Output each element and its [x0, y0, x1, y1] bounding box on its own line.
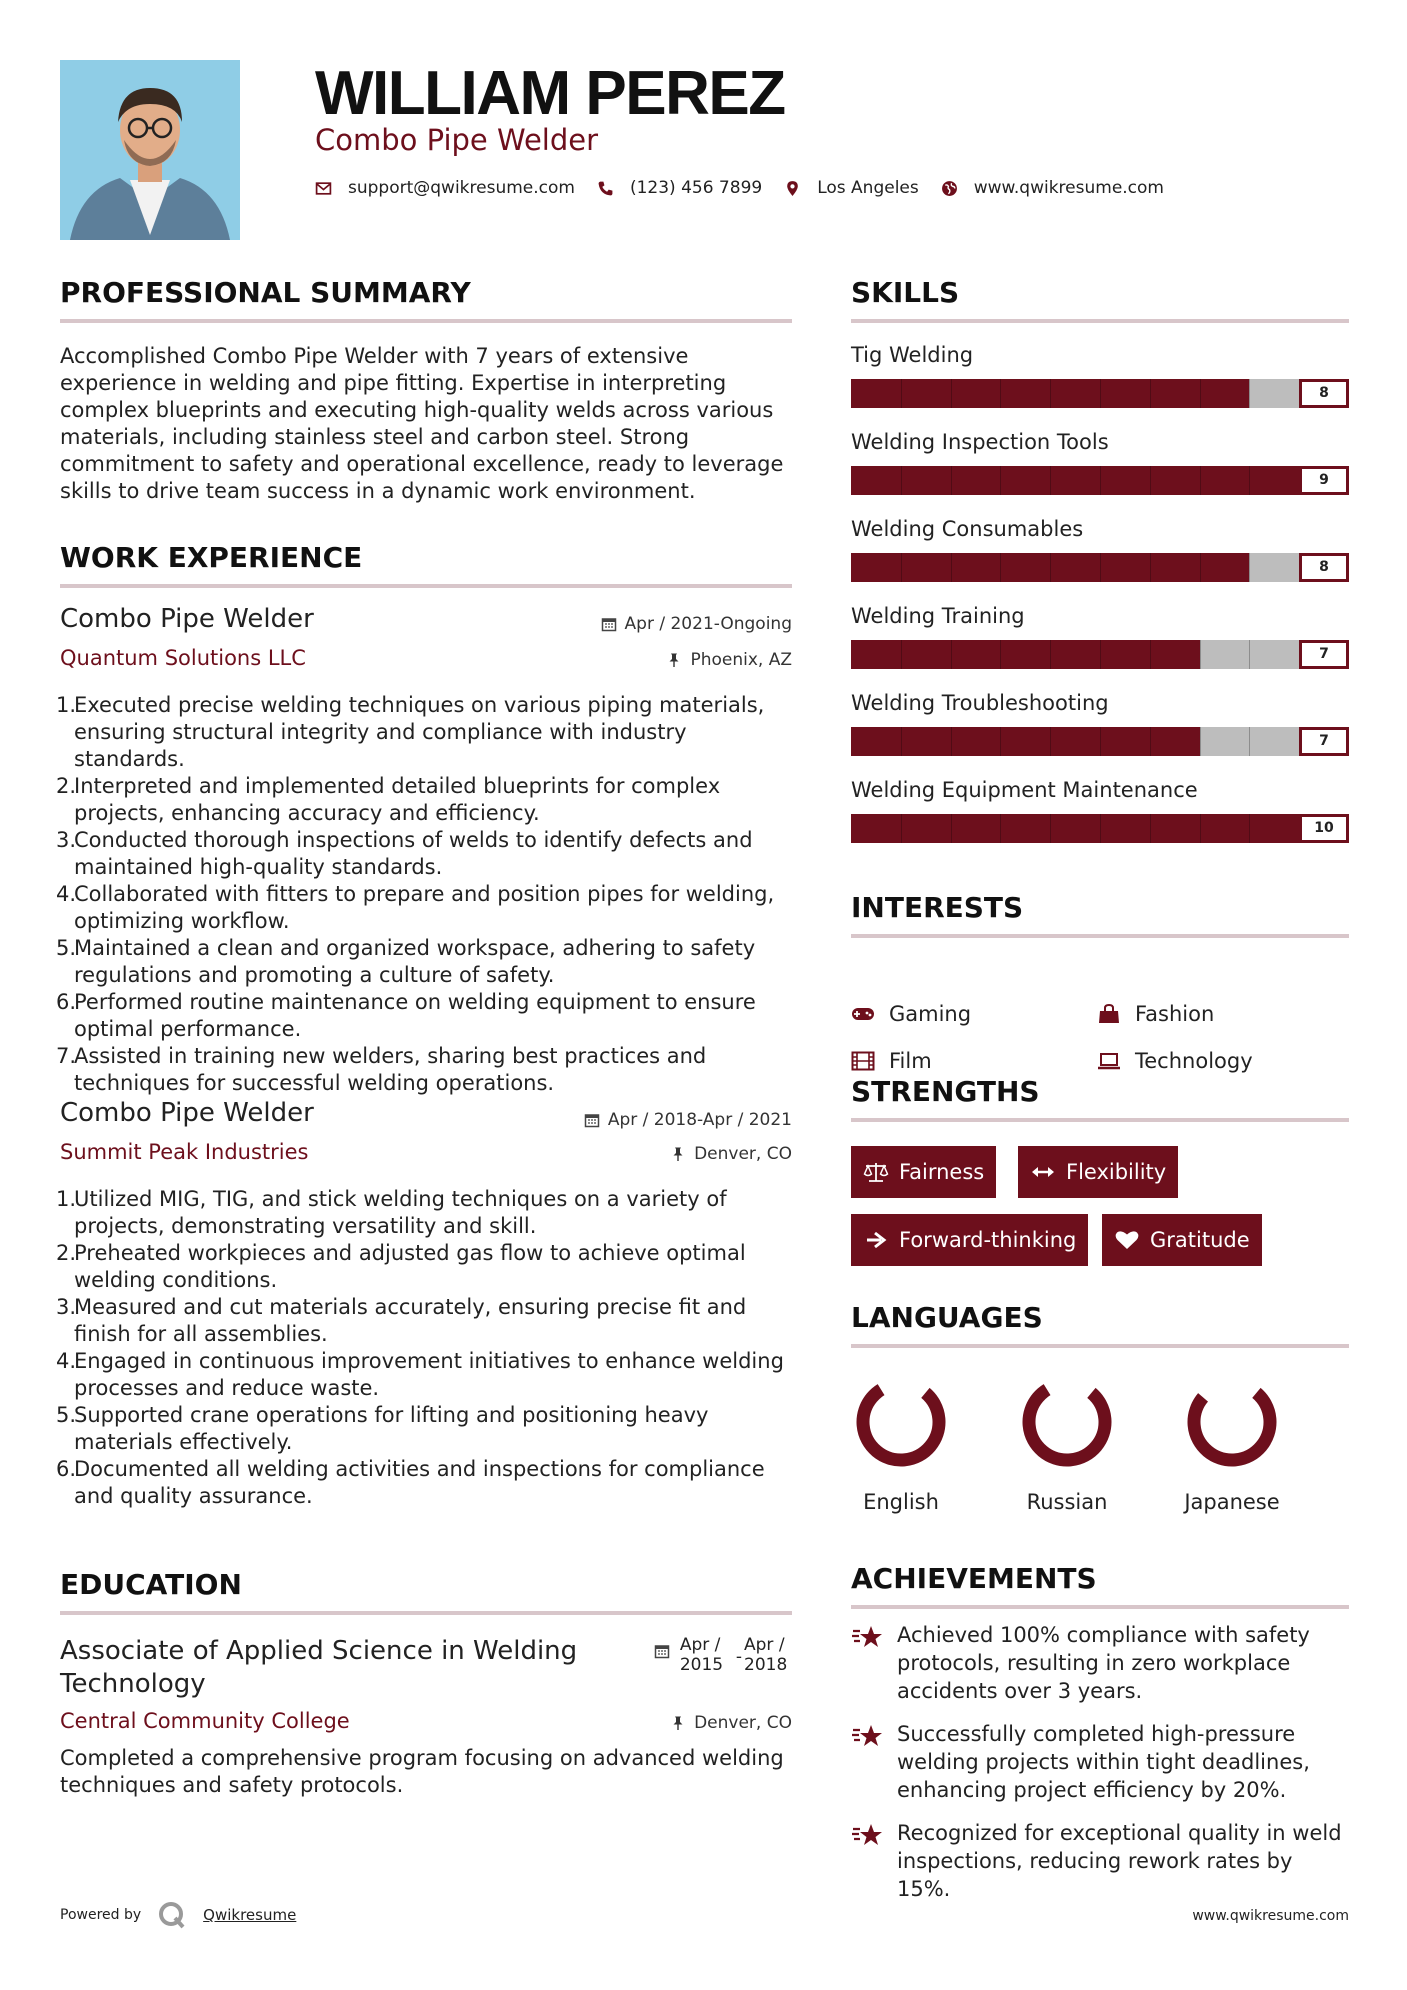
section-heading-achievements: ACHIEVEMENTS [851, 1562, 1097, 1595]
job-entry [56, 1098, 792, 1510]
job-dates [584, 1110, 792, 1130]
job-bullet [56, 1240, 792, 1294]
skill-item [851, 430, 1349, 517]
bullet-text: Engaged in continuous improvement initiatives to enhance welding processes and reduce waste. [74, 1349, 784, 1400]
skill-bar-segment [1249, 814, 1250, 843]
phone-icon [597, 180, 614, 197]
language-proficiency-ring [853, 1374, 949, 1470]
bullet-number: 4. [56, 1349, 77, 1373]
skill-level-value: 7 [1299, 640, 1349, 669]
skill-name: Welding Training [851, 604, 1025, 628]
language-item [851, 1374, 951, 1514]
skills-section [851, 276, 1349, 865]
bullet-number: 6. [56, 1457, 77, 1481]
skill-bar-segment [1200, 640, 1201, 669]
footer-powered-by [60, 1900, 296, 1930]
skill-bar-segment [951, 466, 952, 495]
language-item [1182, 1374, 1282, 1514]
start-year: 2015 [679, 1655, 724, 1675]
contact-location [784, 178, 919, 198]
skill-bar-segment [1050, 814, 1051, 843]
degree-title [60, 1635, 600, 1701]
skill-bar [851, 640, 1349, 669]
skill-item [851, 778, 1349, 865]
achievement-item [851, 1720, 1349, 1804]
skill-name: Tig Welding [851, 343, 974, 367]
job-bullet [56, 935, 792, 989]
skill-level-value: 8 [1299, 379, 1349, 408]
thumbtack-icon [666, 652, 682, 668]
star-award-icon [851, 1722, 883, 1752]
bullet-text: Executed precise welding techniques on various piping materials, ensuring structural integrity and compliance with industry standards. [74, 693, 765, 771]
avatar [60, 60, 240, 240]
film-icon [851, 1051, 875, 1071]
skill-bar-segment [1150, 466, 1151, 495]
bullet-number: 3. [56, 828, 77, 852]
strength-flexibility [1018, 1146, 1178, 1198]
skill-bar-segment [1100, 553, 1101, 582]
gamepad-icon [851, 1004, 875, 1024]
contact-phone[interactable] [597, 178, 762, 198]
contact-bar [315, 178, 1186, 198]
heart-icon [1114, 1229, 1140, 1251]
language-ring-arc [853, 1374, 949, 1470]
skill-bar-segment [1100, 466, 1101, 495]
skill-bar-segment [1100, 379, 1101, 408]
profile-photo [60, 60, 240, 240]
arrows-horizontal-icon [1030, 1161, 1056, 1183]
job-bullet [56, 827, 792, 881]
bullet-text: Supported crane operations for lifting and positioning heavy materials effectively. [74, 1403, 709, 1454]
bullet-number: 3. [56, 1295, 77, 1319]
job-location [666, 650, 792, 670]
job-bullet [56, 989, 792, 1043]
bullet-number: 5. [56, 936, 77, 960]
skill-name: Welding Troubleshooting [851, 691, 1109, 715]
strength-label: Forward-thinking [899, 1228, 1077, 1252]
skill-bar-segment [1200, 379, 1201, 408]
bullet-number: 1. [56, 1187, 77, 1211]
bullet-text: Assisted in training new welders, sharing best practices and techniques for successful welding operations. [74, 1044, 707, 1095]
degree-line: Associate of Applied Science in Welding [60, 1636, 578, 1666]
interest-label: Gaming [889, 1002, 972, 1026]
skill-bar-segment [1000, 727, 1001, 756]
interest-fashion [1097, 1002, 1214, 1026]
job-bullet [56, 1348, 792, 1402]
job-bullet [56, 773, 792, 827]
balance-scale-icon [863, 1161, 889, 1183]
calendar-icon [654, 1643, 670, 1659]
skill-item [851, 604, 1349, 691]
job-bullet [56, 1294, 792, 1348]
skill-bar-segment [1150, 640, 1151, 669]
contact-website[interactable] [941, 178, 1164, 198]
professional-summary-section [60, 276, 792, 505]
envelope-icon [315, 180, 332, 197]
skill-bar [851, 379, 1349, 408]
skill-bar [851, 466, 1349, 495]
bullet-text: Interpreted and implemented detailed blueprints for complex projects, enhancing accuracy and efficiency. [74, 774, 721, 825]
strength-label: Fairness [899, 1160, 985, 1184]
achievement-item [851, 1621, 1349, 1705]
job-bullets [56, 1186, 792, 1510]
job-location [670, 1144, 792, 1164]
skill-name: Welding Inspection Tools [851, 430, 1109, 454]
skill-bar-fill [851, 640, 1200, 669]
skill-bar-segment [951, 640, 952, 669]
interests-section [851, 891, 1349, 1073]
skill-level-value: 8 [1299, 553, 1349, 582]
skill-bar-segment [1100, 727, 1101, 756]
job-title: Combo Pipe Welder [60, 1098, 314, 1128]
language-proficiency-ring [1184, 1374, 1280, 1470]
work-experience-section [60, 541, 792, 588]
end-month: Apr / [744, 1635, 785, 1655]
powered-by-text: Powered by [60, 1907, 142, 1923]
strength-fairness [851, 1146, 996, 1198]
strength-label: Gratitude [1150, 1228, 1250, 1252]
section-heading-interests: INTERESTS [851, 891, 1024, 924]
skill-bar-fill [851, 466, 1299, 495]
skill-bar-segment [901, 814, 902, 843]
skill-bar-segment [1150, 553, 1151, 582]
skill-bar-segment [951, 379, 952, 408]
achievement-item [851, 1819, 1349, 1903]
interest-label: Film [889, 1049, 932, 1073]
location-text: Los Angeles [817, 178, 919, 198]
education-section [60, 1568, 792, 1797]
job-dates [601, 614, 792, 634]
job-bullet [56, 881, 792, 935]
language-ring-arc [1019, 1374, 1115, 1470]
skill-bar-segment [1000, 814, 1001, 843]
skill-bar-segment [1200, 814, 1201, 843]
skill-bar-segment [1200, 553, 1201, 582]
section-heading-education: EDUCATION [60, 1568, 242, 1601]
skill-bar-segment [1249, 727, 1250, 756]
section-heading-strengths: STRENGTHS [851, 1075, 1040, 1108]
languages-list [851, 1348, 1349, 1514]
skill-bar-segment [901, 727, 902, 756]
skill-bar-segment [1100, 640, 1101, 669]
skill-level-value: 9 [1299, 466, 1349, 495]
bullet-text: Maintained a clean and organized workspace, adhering to safety regulations and promoting a culture of safety. [74, 936, 756, 987]
job-bullets [56, 692, 792, 1097]
candidate-name: WILLIAM PEREZ [315, 59, 785, 128]
skill-item [851, 517, 1349, 604]
skills-list [851, 343, 1349, 865]
job-dates-text: Apr / 2018-Apr / 2021 [607, 1110, 792, 1130]
skill-item [851, 343, 1349, 430]
job-company: Quantum Solutions LLC [60, 646, 306, 670]
candidate-title: Combo Pipe Welder [315, 123, 599, 157]
strength-forward-thinking [851, 1214, 1088, 1266]
calendar-icon [584, 1112, 600, 1128]
language-proficiency-ring [1019, 1374, 1115, 1470]
map-marker-icon [784, 180, 801, 197]
skill-bar-segment [1200, 466, 1201, 495]
start-month: Apr / [679, 1635, 721, 1655]
star-award-icon [851, 1623, 883, 1653]
achievements-list [851, 1609, 1349, 1901]
arrow-right-icon [863, 1229, 889, 1251]
skill-level-value: 7 [1299, 727, 1349, 756]
shopping-bag-icon [1097, 1004, 1121, 1024]
section-divider [60, 584, 792, 588]
job-bullet [56, 1043, 792, 1097]
phone-text: (123) 456 7899 [629, 178, 763, 198]
skill-bar-segment [1249, 466, 1250, 495]
skill-bar [851, 814, 1349, 843]
bullet-number: 2. [56, 1241, 77, 1265]
skill-bar-segment [1249, 553, 1250, 582]
skill-bar-segment [1100, 814, 1101, 843]
skill-level-value: 10 [1299, 814, 1349, 843]
language-label: English [863, 1490, 939, 1514]
interest-gaming [851, 1002, 971, 1026]
bullet-text: Preheated workpieces and adjusted gas flow to achieve optimal welding conditions. [74, 1241, 746, 1292]
job-company: Summit Peak Industries [60, 1140, 309, 1164]
education-end [744, 1635, 792, 1675]
skill-name: Welding Consumables [851, 517, 1084, 541]
skill-bar-segment [1249, 640, 1250, 669]
skill-bar-segment [1000, 640, 1001, 669]
education-start [680, 1635, 728, 1675]
skill-bar-segment [1050, 379, 1051, 408]
skill-bar-segment [901, 640, 902, 669]
language-label: Russian [1026, 1490, 1108, 1514]
job-entry [56, 604, 792, 1097]
bullet-number: 5. [56, 1403, 77, 1427]
qwikresume-logo-icon [157, 1900, 187, 1930]
interest-label: Fashion [1135, 1002, 1215, 1026]
job-bullet [56, 1402, 792, 1456]
skill-bar-segment [1050, 640, 1051, 669]
languages-section [851, 1301, 1349, 1514]
section-heading-experience: WORK EXPERIENCE [60, 541, 363, 574]
achievement-text: Recognized for exceptional quality in weld inspections, reducing rework rates by 15%. [897, 1821, 1342, 1901]
footer-website[interactable]: www.qwikresume.com [1192, 1908, 1349, 1924]
education-dates [654, 1635, 792, 1675]
qwikresume-link[interactable]: Qwikresume [203, 1906, 297, 1924]
job-bullet [56, 692, 792, 773]
bullet-text: Measured and cut materials accurately, ensuring precise fit and finish for all assemblies. [74, 1295, 747, 1346]
strength-label: Flexibility [1066, 1160, 1167, 1184]
skill-bar-segment [1000, 466, 1001, 495]
skill-bar-segment [901, 466, 902, 495]
school-name: Central Community College [60, 1709, 350, 1733]
calendar-icon [601, 616, 617, 632]
language-label: Japanese [1184, 1490, 1280, 1514]
skill-bar [851, 553, 1349, 582]
skill-bar-segment [951, 814, 952, 843]
strength-gratitude [1102, 1214, 1262, 1266]
interest-label: Technology [1135, 1049, 1253, 1073]
skill-bar-segment [1000, 553, 1001, 582]
skill-bar-segment [1200, 727, 1201, 756]
education-description: Completed a comprehensive program focusing on advanced welding techniques and safety protocols. [60, 1746, 784, 1797]
strengths-section [851, 1075, 1349, 1262]
thumbtack-icon [670, 1146, 686, 1162]
achievement-text: Achieved 100% compliance with safety protocols, resulting in zero workplace accidents over 3 years. [897, 1623, 1310, 1703]
section-heading-languages: LANGUAGES [851, 1301, 1043, 1334]
job-location-text: Phoenix, AZ [690, 650, 792, 670]
bullet-number: 4. [56, 882, 77, 906]
bullet-text: Performed routine maintenance on welding equipment to ensure optimal performance. [74, 990, 756, 1041]
section-heading-summary: PROFESSIONAL SUMMARY [60, 276, 471, 309]
skill-bar-segment [1150, 814, 1151, 843]
job-title: Combo Pipe Welder [60, 604, 314, 634]
skill-bar-segment [951, 553, 952, 582]
job-dates-text: Apr / 2021-Ongoing [624, 614, 792, 634]
degree-line: Technology [60, 1669, 206, 1699]
interest-film [851, 1049, 932, 1073]
achievement-text: Successfully completed high-pressure welding projects within tight deadlines, enhancing project efficiency by 20%. [897, 1722, 1310, 1802]
date-dash: - [735, 1647, 742, 1667]
skill-bar-segment [1000, 379, 1001, 408]
laptop-icon [1097, 1051, 1121, 1071]
website-text: www.qwikresume.com [973, 178, 1164, 198]
bullet-text: Utilized MIG, TIG, and stick welding techniques on a variety of projects, demonstrating versatility and skill. [74, 1187, 727, 1238]
section-divider [60, 319, 792, 323]
star-award-icon [851, 1821, 883, 1851]
education-location-text: Denver, CO [694, 1713, 792, 1733]
section-divider [60, 1611, 792, 1615]
bullet-number: 1. [56, 693, 77, 717]
skill-bar [851, 727, 1349, 756]
bullet-number: 7. [56, 1044, 77, 1068]
skill-item [851, 691, 1349, 778]
globe-icon [941, 180, 958, 197]
skill-bar-segment [901, 553, 902, 582]
skill-bar-segment [1150, 727, 1151, 756]
skill-bar-segment [1150, 379, 1151, 408]
skill-bar-segment [1050, 466, 1051, 495]
skill-bar-segment [1050, 553, 1051, 582]
skill-bar-segment [1050, 727, 1051, 756]
contact-email[interactable] [315, 178, 575, 198]
language-ring-arc [1184, 1374, 1280, 1470]
bullet-number: 2. [56, 774, 77, 798]
language-item [1017, 1374, 1117, 1514]
skill-bar-segment [901, 379, 902, 408]
bullet-text: Documented all welding activities and inspections for compliance and quality assurance. [74, 1457, 765, 1508]
section-heading-skills: SKILLS [851, 276, 960, 309]
achievements-section [851, 1562, 1349, 1901]
skill-bar-segment [1249, 379, 1250, 408]
skill-bar-segment [951, 727, 952, 756]
skill-bar-fill [851, 727, 1200, 756]
email-text: support@qwikresume.com [348, 178, 575, 198]
job-bullet [56, 1456, 792, 1510]
end-year: 2018 [744, 1655, 788, 1675]
thumbtack-icon [670, 1715, 686, 1731]
section-divider [851, 319, 1349, 323]
bullet-text: Conducted thorough inspections of welds to identify defects and maintained high-quality standards. [74, 828, 753, 879]
job-location-text: Denver, CO [694, 1144, 792, 1164]
bullet-number: 6. [56, 990, 77, 1014]
education-location [670, 1713, 792, 1733]
bullet-text: Collaborated with fitters to prepare and position pipes for welding, optimizing workflow. [74, 882, 775, 933]
summary-text: Accomplished Combo Pipe Welder with 7 years of extensive experience in welding and pipe fitting. Expertise in interpreting complex blueprints and executing high-quality welds across various materials, including stainless steel and carbon steel. Strong commitment to safety and operational excellence, ready to leverage skills to drive team success in a dynamic work environment. [60, 344, 784, 503]
interest-technology [1097, 1049, 1253, 1073]
skill-name: Welding Equipment Maintenance [851, 778, 1198, 802]
job-bullet [56, 1186, 792, 1240]
